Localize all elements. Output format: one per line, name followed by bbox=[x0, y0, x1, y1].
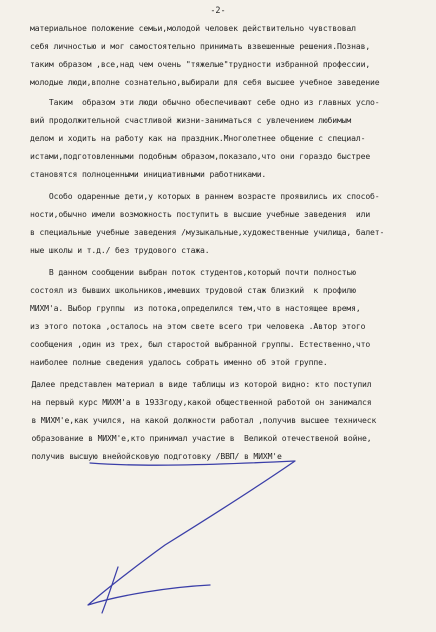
text-line: становятся полноценными инициативными работниками. bbox=[30, 169, 267, 179]
text-line: В данном сообщении выбран поток студентов,который почти полностью bbox=[30, 267, 356, 277]
text-line: таким образом ,все,над чем очень "тяжелые"трудности избранной профессии, bbox=[30, 59, 371, 69]
text-line: себя личностью и мог самостоятельно принимать взвешенные решения.Познав, bbox=[30, 41, 371, 51]
text-line: получив высшую внейойсковую подготовку /ВВП/ в МИХМ'е bbox=[22, 451, 282, 461]
text-line: молодые люди,вполне сознательно,выбирали для себя высшее учебное заведение bbox=[30, 77, 380, 87]
text-line: вий продолжительной счастливой жизни-заниматься с увлечением любимым bbox=[30, 115, 352, 125]
text-line: наиболее полные сведения удалось собрать именно об этой группе. bbox=[30, 357, 328, 367]
text-line: материальное положение семьи,молодой человек действительно чувствовал bbox=[30, 23, 356, 33]
text-line: Таким образом эти люди обычно обеспечивают себе одно из главных усло- bbox=[30, 97, 380, 107]
text-line: состоял из бывших школьников,имевших трудовой стаж близкий к профилю bbox=[30, 285, 356, 295]
text-line: делом и ходить на работу как на праздник.Многолетнее общение с специал- bbox=[30, 133, 366, 143]
text-line: ные школы и т.д./ без трудового стажа. bbox=[30, 245, 210, 255]
text-line: Далее представлен материал в виде таблицы из которой видно: кто поступил bbox=[22, 379, 372, 389]
text-line: на первый курс МИХМ'а в 1933году,какой общественной работой он занимался bbox=[22, 397, 372, 407]
text-line: МИХМ'а. Выбор группы из потока,определился тем,что в настоящее время, bbox=[30, 303, 361, 313]
page-number: -2- bbox=[210, 6, 226, 16]
text-line: из этого потока ,осталось на этом свете всего три человека .Автор этого bbox=[30, 321, 366, 331]
text-line: в МИХМ'е,как учился, на какой должности работал ,получив высшее техническ bbox=[22, 415, 377, 425]
text-line: Особо одаренные дети,у которых в раннем возрасте проявились их способ- bbox=[30, 191, 380, 201]
handwritten-signature bbox=[60, 445, 360, 630]
text-line: сообщения ,один из трех, был старостой выбранной группы. Естественно,что bbox=[30, 339, 371, 349]
text-line: истами,подготовленными подобным образом,показало,что они гораздо быстрее bbox=[30, 151, 371, 161]
text-line: в специальные учебные заведения /музыкальные,художественные училища, балет- bbox=[30, 227, 385, 237]
text-line: образование в МИХМ'е,кто принимал участие в Великой отечественой войне, bbox=[22, 433, 372, 443]
text-line: ности,обычно имели возможность поступить в высшие учебные заведения или bbox=[30, 209, 371, 219]
